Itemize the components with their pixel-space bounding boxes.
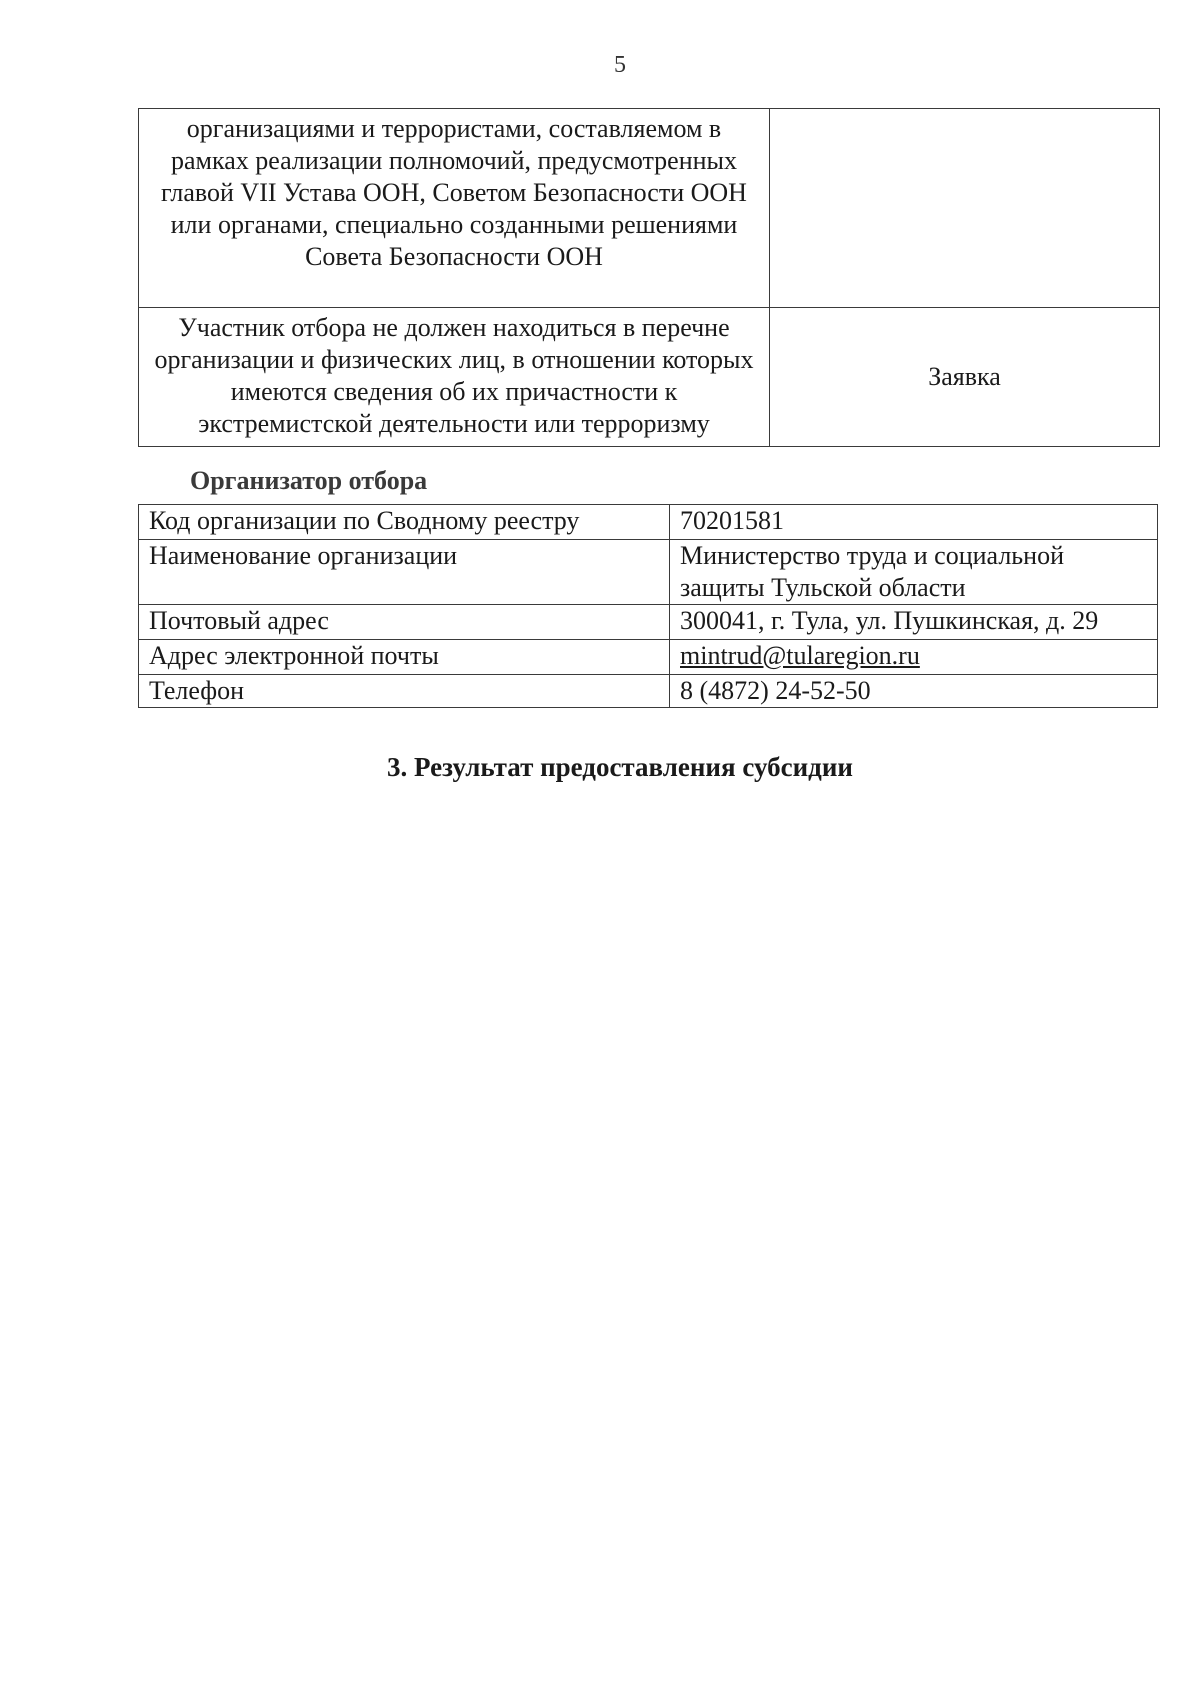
phone-value: 8 (4872) 24-52-50 [670, 675, 1158, 708]
requirement-cell: Участник отбора не должен находиться в перечне организации и физических лиц, в отношении которых имеются сведения об их причастности к экстремистской деятельности или терроризму [139, 308, 770, 447]
postal-address-value: 300041, г. Тула, ул. Пушкинская, д. 29 [670, 605, 1158, 640]
requirement-cell: организациями и террористами, составляемом в рамках реализации полномочий, предусмотренных главой VII Устава ООН, Советом Безопасности ООН или органами, специально созданными решениями Совета Безопасности ООН [139, 109, 770, 308]
registry-code-label: Код организации по Сводному реестру [139, 505, 670, 540]
document-cell [770, 109, 1160, 308]
postal-address-label: Почтовый адрес [139, 605, 670, 640]
criteria-table [138, 108, 1160, 447]
table-row [139, 640, 1158, 675]
phone-label: Телефон [139, 675, 670, 708]
page-number: 5 [614, 52, 626, 78]
email-link[interactable]: mintrud@tularegion.ru [680, 641, 920, 670]
registry-code-value: 70201581 [670, 505, 1158, 540]
email-cell [670, 640, 1158, 675]
table-row [139, 540, 1158, 605]
table-row [139, 505, 1158, 540]
document-cell: Заявка [770, 308, 1160, 447]
table-row [139, 675, 1158, 708]
section-heading: 3. Результат предоставления субсидии [387, 752, 853, 782]
organization-name-label: Наименование организации [139, 540, 670, 605]
organization-name-value: Министерство труда и социальной защиты Тульской области [670, 540, 1158, 605]
email-label: Адрес электронной почты [139, 640, 670, 675]
organizer-caption: Организатор отбора [190, 466, 428, 495]
table-row [139, 605, 1158, 640]
table-row [139, 109, 1160, 308]
table-row [139, 308, 1160, 447]
organizer-table [138, 504, 1158, 708]
